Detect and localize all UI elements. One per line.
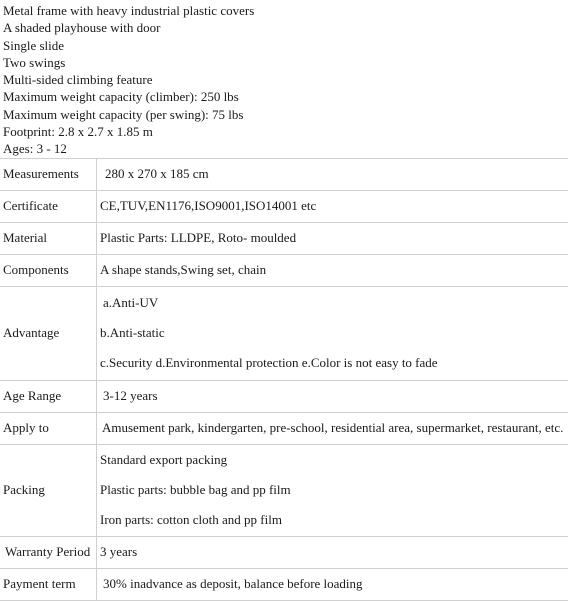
row-value: Amusement park, kindergarten, pre-school, residential area, supermarket, restaurant, etc. bbox=[97, 412, 568, 444]
row-label: Packing bbox=[0, 444, 97, 536]
feature-line: Maximum weight capacity (per swing): 75 lbs bbox=[3, 106, 568, 123]
row-label: Advantage bbox=[0, 286, 97, 380]
feature-line: A shaded playhouse with door bbox=[3, 19, 568, 36]
row-label: Warranty Period bbox=[0, 536, 97, 568]
row-value: Plastic Parts: LLDPE, Roto- moulded bbox=[97, 222, 568, 254]
advantage-line: c.Security d.Environmental protection e.Color is not easy to fade bbox=[100, 348, 568, 378]
row-value bbox=[97, 444, 568, 536]
table-row bbox=[0, 412, 568, 444]
row-label: Material bbox=[0, 222, 97, 254]
row-value: CE,TUV,EN1176,ISO9001,ISO14001 etc bbox=[97, 190, 568, 222]
advantage-line: a.Anti-UV bbox=[100, 288, 568, 318]
spec-table bbox=[0, 158, 568, 601]
feature-line: Metal frame with heavy industrial plastic covers bbox=[3, 2, 568, 19]
table-row bbox=[0, 286, 568, 380]
table-row bbox=[0, 222, 568, 254]
feature-list bbox=[0, 0, 568, 158]
feature-line: Ages: 3 - 12 bbox=[3, 140, 568, 157]
row-value: A shape stands,Swing set, chain bbox=[97, 254, 568, 286]
feature-line: Footprint: 2.8 x 2.7 x 1.85 m bbox=[3, 123, 568, 140]
row-value: 3-12 years bbox=[97, 380, 568, 412]
packing-line: Plastic parts: bubble bag and pp film bbox=[100, 475, 568, 505]
advantage-line: b.Anti-static bbox=[100, 318, 568, 348]
feature-line: Single slide bbox=[3, 37, 568, 54]
table-row bbox=[0, 536, 568, 568]
row-value: 280 x 270 x 185 cm bbox=[97, 158, 568, 190]
row-value: 30% inadvance as deposit, balance before loading bbox=[97, 568, 568, 600]
row-value bbox=[97, 286, 568, 380]
table-row bbox=[0, 190, 568, 222]
table-row bbox=[0, 158, 568, 190]
row-label: Age Range bbox=[0, 380, 97, 412]
feature-line: Maximum weight capacity (climber): 250 lbs bbox=[3, 88, 568, 105]
feature-line: Two swings bbox=[3, 54, 568, 71]
table-row bbox=[0, 380, 568, 412]
row-label: Payment term bbox=[0, 568, 97, 600]
row-label: Components bbox=[0, 254, 97, 286]
row-label: Certificate bbox=[0, 190, 97, 222]
feature-line: Multi-sided climbing feature bbox=[3, 71, 568, 88]
row-label: Measurements bbox=[0, 158, 97, 190]
row-value: 3 years bbox=[97, 536, 568, 568]
table-row bbox=[0, 444, 568, 536]
row-label: Apply to bbox=[0, 412, 97, 444]
packing-line: Standard export packing bbox=[100, 445, 568, 475]
packing-line: Iron parts: cotton cloth and pp film bbox=[100, 505, 568, 535]
table-row bbox=[0, 254, 568, 286]
table-row bbox=[0, 568, 568, 600]
